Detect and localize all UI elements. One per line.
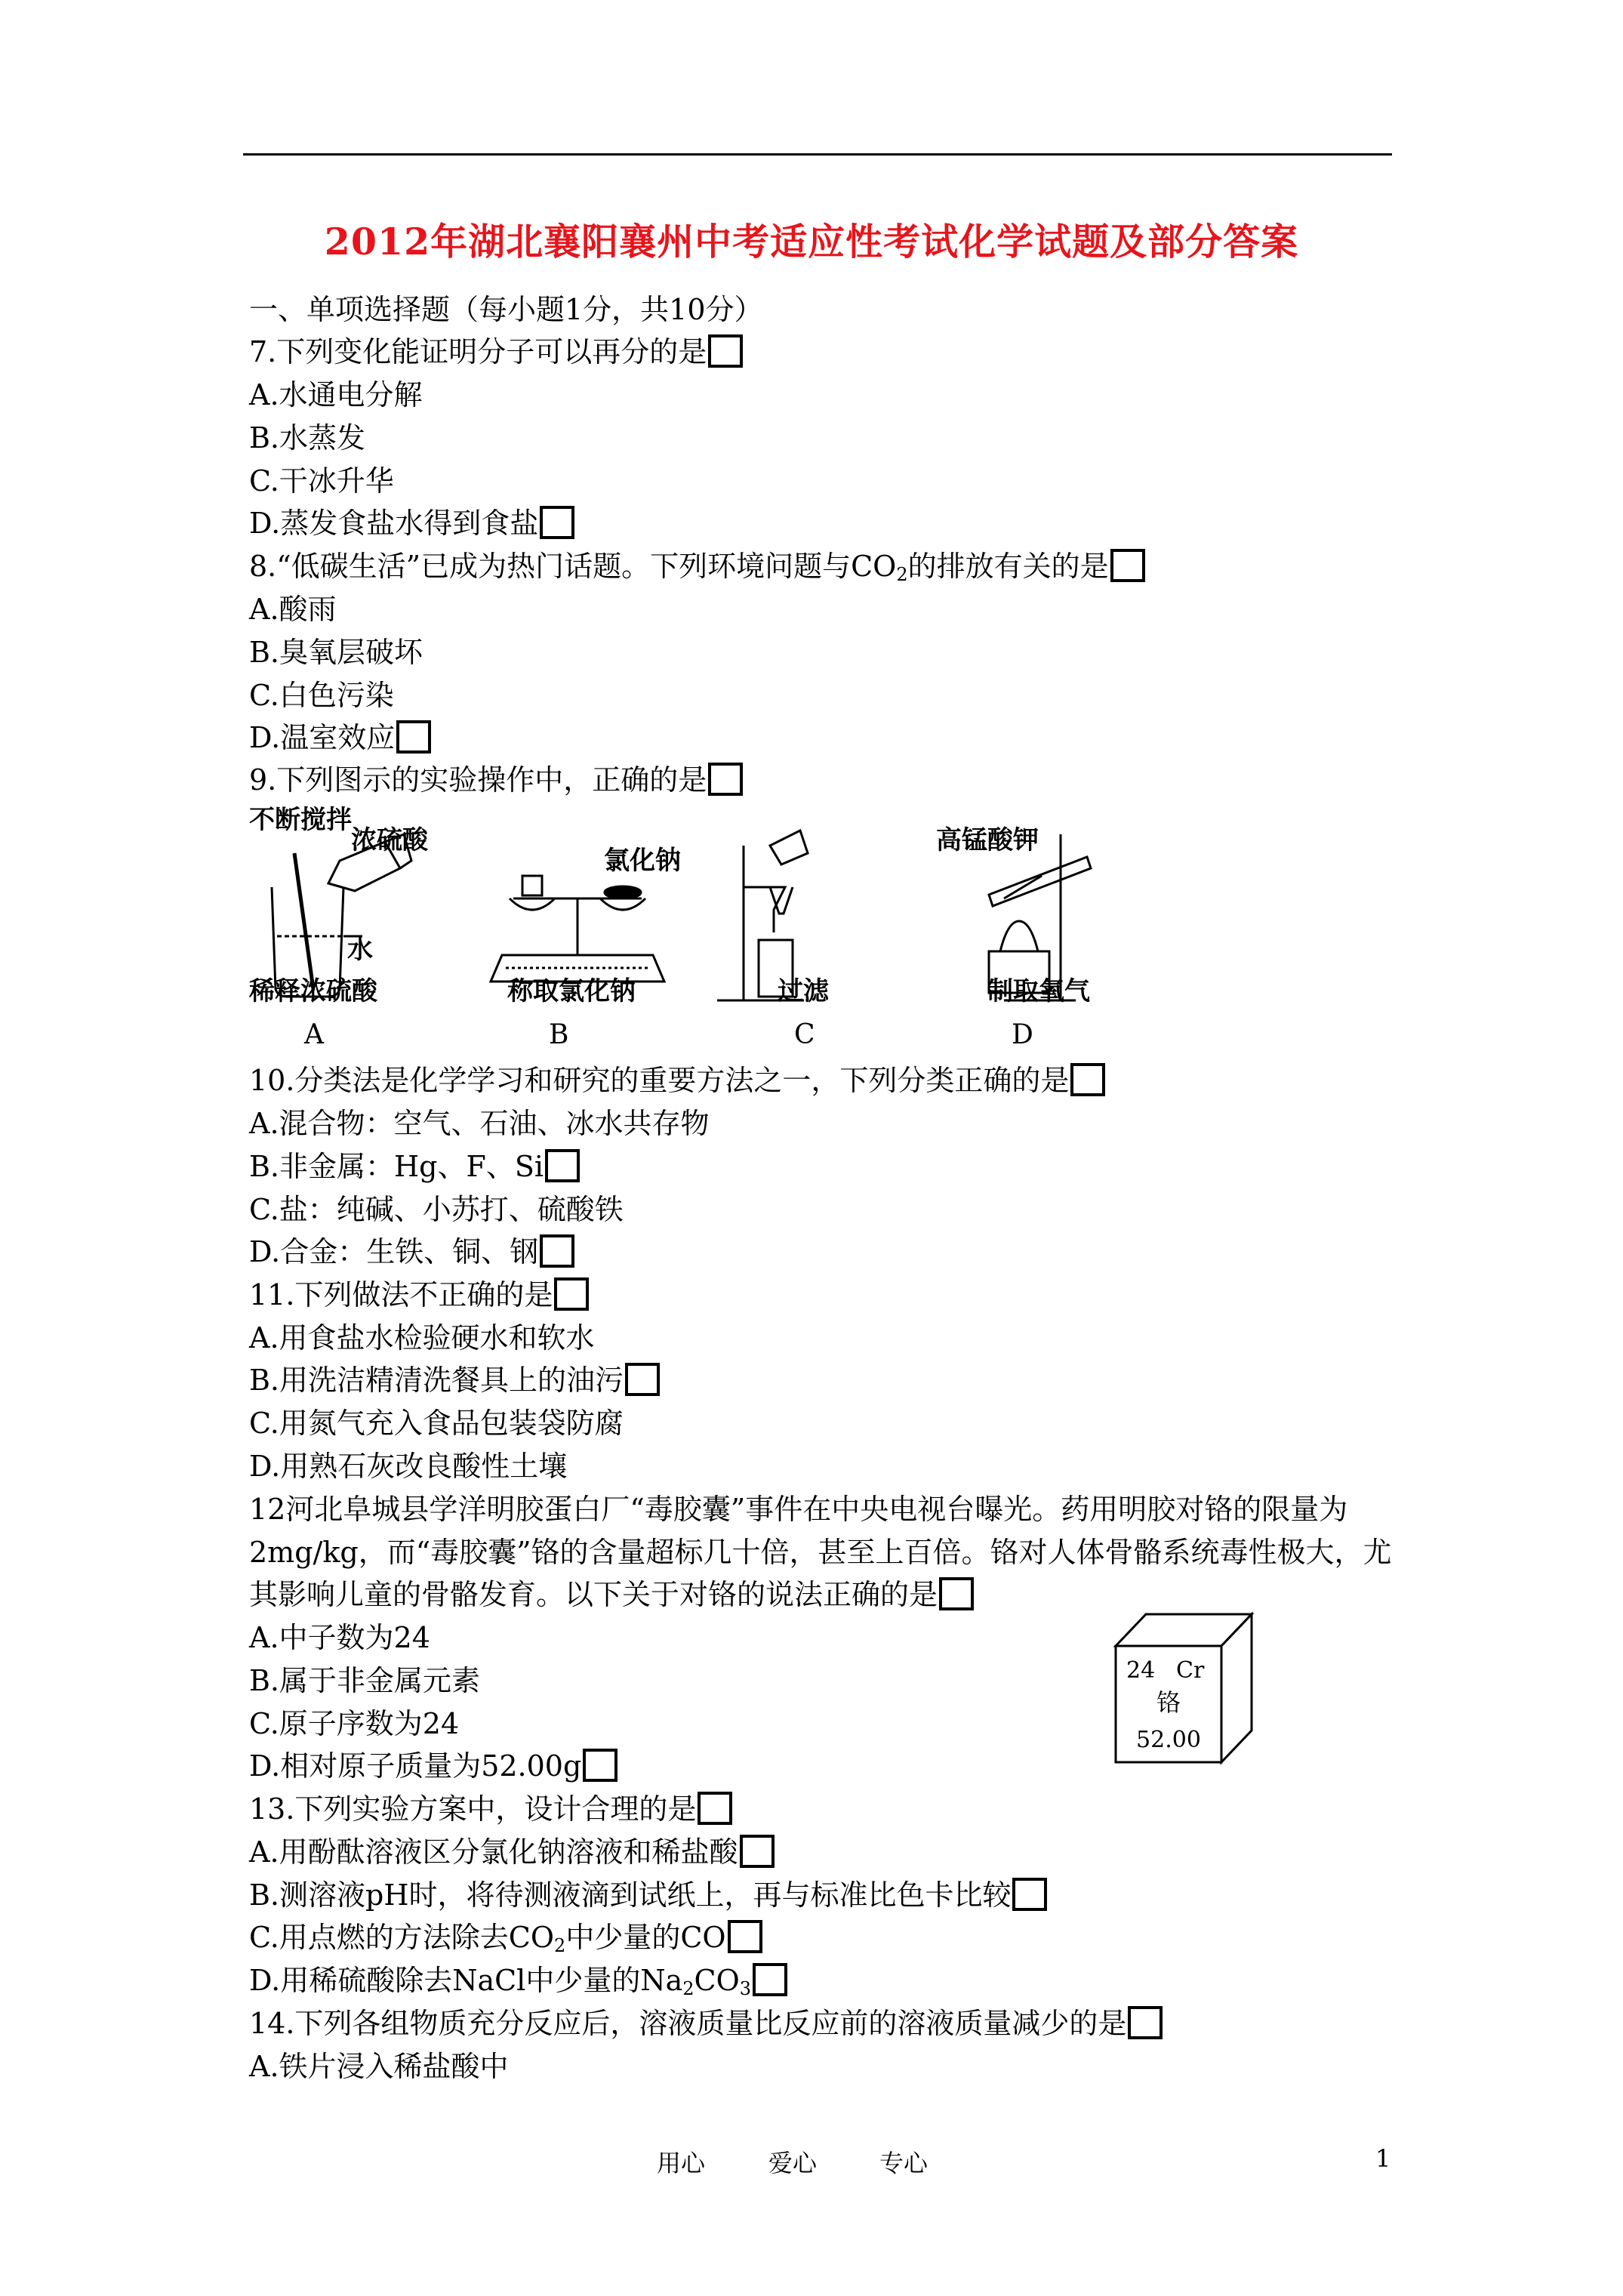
header-rule	[243, 153, 1392, 156]
element-card	[1110, 1608, 1261, 1767]
question-12: 12河北阜城县学洋明胶蛋白厂“毒胶囊”事件在中央电视台曝光。药用明胶对铬的限量为	[249, 1493, 1348, 1526]
answer-box[interactable]	[1110, 549, 1145, 582]
answer-box[interactable]	[1012, 1878, 1047, 1911]
option-line: C.盐：纯碱、小苏打、硫酸铁	[249, 1193, 624, 1226]
footer-item: 爱心	[768, 2149, 818, 2177]
balance-icon	[491, 876, 664, 982]
option-line: A.中子数为24	[249, 1621, 430, 1654]
page-title: 2012年湖北襄阳襄州中考适应性考试化学试题及部分答案	[324, 220, 1299, 264]
answer-box[interactable]	[698, 1792, 732, 1825]
answer-box[interactable]	[396, 720, 431, 754]
option-line: C.干冰升华	[249, 464, 394, 498]
page-number: 1	[1375, 2144, 1391, 2173]
option-line: D.用熟石灰改良酸性土壤	[249, 1450, 568, 1483]
label-concentrated-acid: 浓硫酸	[351, 825, 428, 855]
question-11: 11.下列做法不正确的是	[249, 1277, 589, 1313]
question-8: 8.“低碳生活”已成为热门话题。下列环境问题与$CO_2$的排放有关的是	[249, 548, 1145, 584]
option-line: A.水通电分解	[249, 378, 423, 411]
option-line: A.酸雨	[249, 593, 337, 626]
question-14: 14.下列各组物质充分反应后，溶液质量比反应前的溶液质量减少的是	[249, 2005, 1163, 2042]
option-line: B.臭氧层破坏	[249, 636, 423, 669]
option-line: B.属于非金属元素	[249, 1664, 481, 1697]
answer-box[interactable]	[1070, 1063, 1105, 1096]
label-sodium-chloride: 氯化钠	[604, 846, 681, 876]
caption-c: 过滤	[778, 976, 829, 1006]
choice-letter-a: A	[304, 1019, 324, 1050]
option-line: A.铁片浸入稀盐酸中	[249, 2050, 509, 2083]
answer-box[interactable]	[753, 1963, 787, 1996]
question-12-cont: 2mg/kg，而“毒胶囊”铬的含量超标几十倍，甚至上百倍。铬对人体骨骼系统毒性极大，尤	[249, 1536, 1392, 1569]
element-number: 24	[1126, 1657, 1156, 1684]
question-13: 13.下列实验方案中，设计合理的是	[249, 1791, 732, 1827]
option-line: B.用洗洁精清洗餐具上的油污	[249, 1362, 660, 1398]
answer-box[interactable]	[545, 1149, 580, 1182]
option-line: C.用点燃的方法除去$CO_2$中少量的CO	[249, 1919, 762, 1955]
question-9: 9.下列图示的实验操作中，正确的是	[249, 762, 743, 798]
option-line: B.水蒸发	[249, 421, 366, 455]
answer-box[interactable]	[625, 1363, 660, 1396]
choice-letter-b: B	[549, 1019, 569, 1050]
label-stir: 不断搅拌	[249, 805, 352, 835]
choice-letter-d: D	[1012, 1019, 1033, 1050]
question-10: 10.分类法是化学学习和研究的重要方法之一，下列分类正确的是	[249, 1062, 1105, 1099]
option-line: D.温室效应	[249, 720, 431, 756]
element-symbol: Cr	[1176, 1657, 1205, 1684]
answer-box[interactable]	[540, 506, 574, 539]
section-heading: 一、单项选择题（每小题1分，共10分）	[249, 293, 763, 326]
option-line: D.用稀硫酸除去NaCl中少量的$Na_2CO_3$	[249, 1962, 787, 1999]
caption-b: 称取氯化钠	[507, 976, 636, 1006]
option-line: A.用食盐水检验硬水和软水	[249, 1321, 595, 1354]
answer-box[interactable]	[540, 1234, 574, 1268]
option-line: B.非金属：Hg、F、Si	[249, 1148, 580, 1185]
answer-box[interactable]	[708, 763, 743, 796]
footer-item: 专心	[879, 2149, 929, 2177]
answer-box[interactable]	[728, 1920, 762, 1953]
caption-a: 稀释浓硫酸	[249, 976, 377, 1006]
option-line: A.用酚酞溶液区分氯化钠溶液和稀盐酸	[249, 1834, 775, 1870]
footer-item: 用心	[657, 2149, 706, 2177]
question-7: 7.下列变化能证明分子可以再分的是	[249, 334, 743, 370]
element-name: 铬	[1156, 1688, 1181, 1717]
answer-box[interactable]	[554, 1277, 589, 1311]
label-potassium-permanganate: 高锰酸钾	[936, 825, 1039, 855]
option-line: C.用氮气充入食品包装袋防腐	[249, 1407, 624, 1440]
answer-box[interactable]	[939, 1577, 974, 1610]
element-mass: 52.00	[1136, 1727, 1201, 1753]
option-line: B.测溶液pH时，将待测液滴到试纸上，再与标准比色卡比较	[249, 1877, 1047, 1913]
option-line: D.合金：生铁、铜、钢	[249, 1234, 574, 1270]
caption-d: 制取氧气	[987, 976, 1090, 1006]
answer-box[interactable]	[708, 334, 743, 368]
label-water: 水	[347, 935, 373, 965]
option-line: D.蒸发食盐水得到食盐	[249, 505, 574, 541]
answer-box[interactable]	[583, 1749, 617, 1782]
option-line: A.混合物：空气、石油、冰水共存物	[249, 1107, 710, 1140]
answer-box[interactable]	[1128, 2006, 1163, 2039]
question-12-cont: 其影响儿童的骨骼发育。以下关于对铬的说法正确的是	[249, 1576, 974, 1613]
option-line: D.相对原子质量为52.00g	[249, 1748, 617, 1784]
choice-letter-c: C	[794, 1019, 815, 1050]
option-line: C.原子序数为24	[249, 1707, 460, 1740]
answer-box[interactable]	[740, 1835, 775, 1868]
option-line: C.白色污染	[249, 679, 394, 712]
